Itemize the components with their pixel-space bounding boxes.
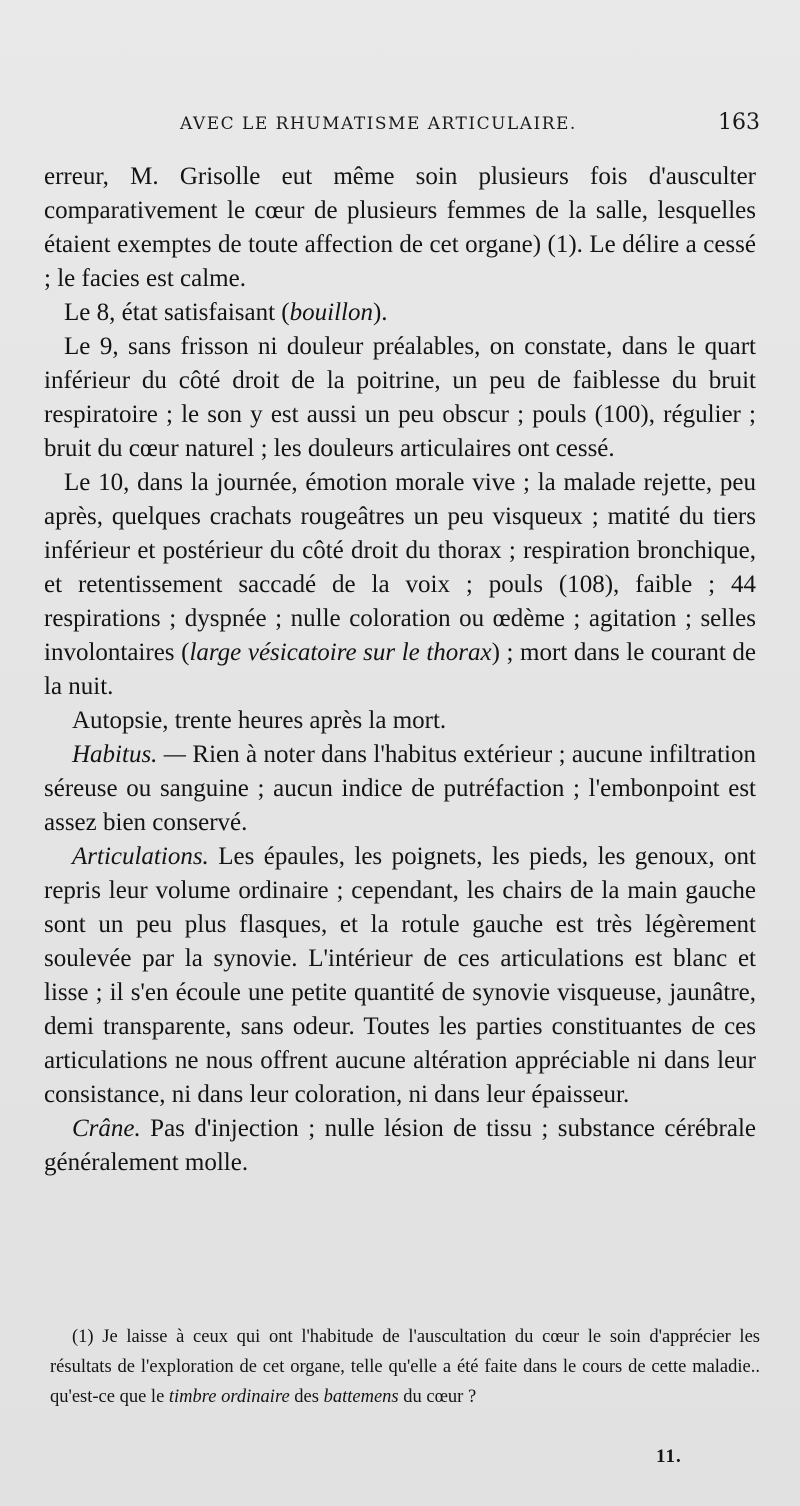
running-title: AVEC LE RHUMATISME ARTICULAIRE.: [180, 114, 577, 134]
paragraph-habitus: Habitus. — Rien à noter dans l'habitus extérieur ; aucune infiltration séreuse ou sanguine ; aucun indice de putréfaction ; l'embonpoint est assez bien conservé.: [44, 741, 756, 836]
signature-mark: 11.: [656, 1446, 682, 1467]
running-head: [40, 108, 760, 144]
paragraph-1: erreur, M. Grisolle eut même soin plusieurs fois d'ausculter comparativement le cœur de plusieurs femmes de la salle, lesquelles étaient exemptes de toute affection de cet organe) (1). Le délire a cessé ; le facies est calme.: [44, 163, 756, 292]
paragraph-3: Le 9, sans frisson ni douleur préalables, on constate, dans le quart inférieur du côté droit de la poitrine, un peu de faiblesse du bruit respiratoire ; le son y est aussi un peu obscur ; pouls (100), régulier ; bruit du cœur naturel ; les douleurs articulaires ont cessé.: [44, 333, 756, 462]
footnote: [50, 1322, 760, 1412]
paragraph-crane: Crâne. Pas d'injection ; nulle lésion de tissu ; substance cérébrale généralement molle.: [44, 1115, 756, 1176]
paragraph-5: Autopsie, trente heures après la mort.: [72, 707, 447, 734]
footnote-text: (1) Je laisse à ceux qui ont l'habitude de l'auscultation du cœur le soin d'apprécier les résultats de l'exploration de cet organe, telle qu'elle a été faite dans le cours de cette maladie.. qu'est-ce que le timbre ordinaire des battemens du cœur ?: [50, 1327, 760, 1407]
paragraph-4: Le 10, dans la journée, émotion morale vive ; la malade rejette, peu après, quelques crachats rougeâtres un peu visqueux ; matité du tiers inférieur et postérieur du côté droit du thorax ; respiration bronchique, et retentissement saccadé de la voix ; pouls (108), faible ; 44 respirations ; dyspnée ; nulle coloration ou œdème ; agitation ; selles involontaires (large vésicatoire sur le thorax) ; mort dans le courant de la nuit.: [44, 469, 756, 700]
paragraph-2: Le 8, état satisfaisant (bouillon).: [64, 299, 388, 326]
footnote-separator: [380, 1300, 420, 1301]
body-text: [44, 160, 756, 1180]
page-number: 163: [718, 110, 760, 135]
paragraph-articulations: Articulations. Les épaules, les poignets, les pieds, les genoux, ont repris leur volume ordinaire ; cependant, les chairs de la main gauche sont un peu plus flasques, et la rotule gauche est très légèrement soulevée par la synovie. L'intérieur de ces articulations est blanc et lisse ; il s'en écoule une petite quantité de synovie visqueuse, jaunâtre, demi transparente, sans odeur. Toutes les parties constituantes de ces articulations ne nous offrent aucune altération appréciable ni dans leur consistance, ni dans leur coloration, ni dans leur épaisseur.: [44, 843, 756, 1108]
